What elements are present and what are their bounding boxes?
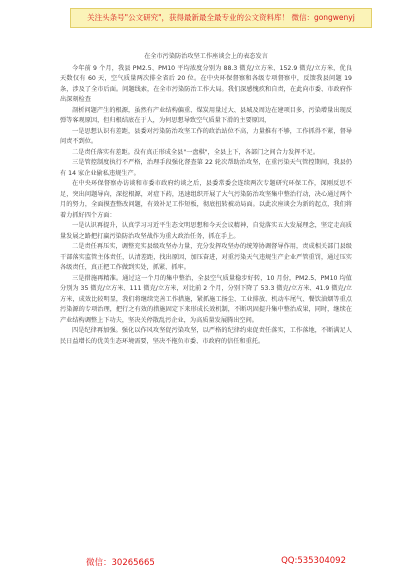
promo-banner: 关注头条号"公文研究"，获得最新最全最专业的公文资料库！ 微信：gongwenyj xyxy=(70,8,372,28)
paragraph: 今年前 9 个月，我县 PM2.5、PM10 平均浓度分别为 88.3 微克/立方米、152.9 微克/立方米，优良天数仅有 60 天，空气质量两次排全省后 20 位。在中央环保督察和各级专项督察中，反馈我县问题 19 条，涉及了全市后面。问题线索，在全市污染防治工作大局。我们深感愧疚和自责，在此向市委、市政府作出深刻检查 xyxy=(60,64,352,103)
paragraph: 三是措施再精准。通过这一个月的集中整治，全县空气质量稳步好转，10 月份，PM2.5、PM10 均值分别为 35 微克/立方米、111 微克/立方米，对比前 2 个月，分别下降了 53.3 微克/立方米、41.9 微克/立方米，成效比较明显，我们将继续完善工作措施，紧抓施工扬尘、工业排放、机动车尾气、餐饮油烟等重点污染源的专项治理，把行之有效的措施固定下来形成长效机制，不断巩固提升集中整治成果，同时，继续在产业结构调整上下功夫，坚决关停散乱污企业，为高质量发展腾出空间。 xyxy=(60,274,352,324)
document-title: 在全市污染防治攻坚工作座谈会上的表态发言 xyxy=(144,53,268,60)
qq-contact: QQ:535304092 xyxy=(281,556,346,566)
paragraph: 一是思想认识有差距，县委对污染防治攻坚工作的政治站位不高，力量推有不够，工作抓得不紧，督导问责不到位。 xyxy=(60,127,352,145)
paragraph: 三是管控制度执行不严格，治理手段强化督查第 22 轮次帮助治攻坚，在重污染天气管控期间，我县仍有 14 家企业偷私违规生产。 xyxy=(60,159,352,177)
paragraph: 在中央环保督察办访谈和市委市政府约谈之后，县委常委会连续两次专题研究环保工作，深刚反思不足，突出问题导向，深挖根源，对症下药，迅速组织开展了大气污染防治攻坚集中整治行动，决心通过两个月的努力，全面摸查整改问题，有效补足工作短板，彻底扭转被动局面。以此次座谈会为新的起点，我们将着力抓好四个方面： xyxy=(60,180,352,219)
paragraph: 一是认识再提升，认真学习习近平生态文明思想和今天会议精神，自觉落实五大发展理念，坚定走高质量发展之路把打赢污染防治攻坚战作为重大政治任务，抓在手上。 xyxy=(60,222,352,240)
paragraph: 二是责任再压实，调整充实县级攻坚办力量，充分发挥攻坚办的统筹协调督导作用，责成相关部门县级干部落实监管主体责任，认清差距，找出原因，加压奋进，对重污染天气违规生产企业严管重罚，通过压实各级责任，真正把工作做到实处，抓紧、抓牢。 xyxy=(60,243,352,271)
contact-footer xyxy=(0,548,408,580)
paragraph: 四是纪律再加强。强化以作风攻坚促污染攻坚，以严格的纪律约束促责任落实，工作落地，不断满足人民日益增长的优美生态环境需要，坚决不拖负市委、市政府的信任和重托。 xyxy=(60,327,352,345)
paragraph: 二是责任落实有差距。没有真正形成全县"一盘棋"，全县上下，各部门之间合力发挥不足。 xyxy=(72,148,320,156)
document-body xyxy=(60,52,352,347)
wechat-contact: 微信：30265665 xyxy=(86,558,155,568)
paragraph: 剖析问题产生的根源，虽然有产业结构偏重、煤炭用量过大、县城及周边在建项目多，污染增量出现反弹等客观原因，但归根结底在于人，为何思想导致空气质量下滑的主要原因， xyxy=(60,106,352,124)
